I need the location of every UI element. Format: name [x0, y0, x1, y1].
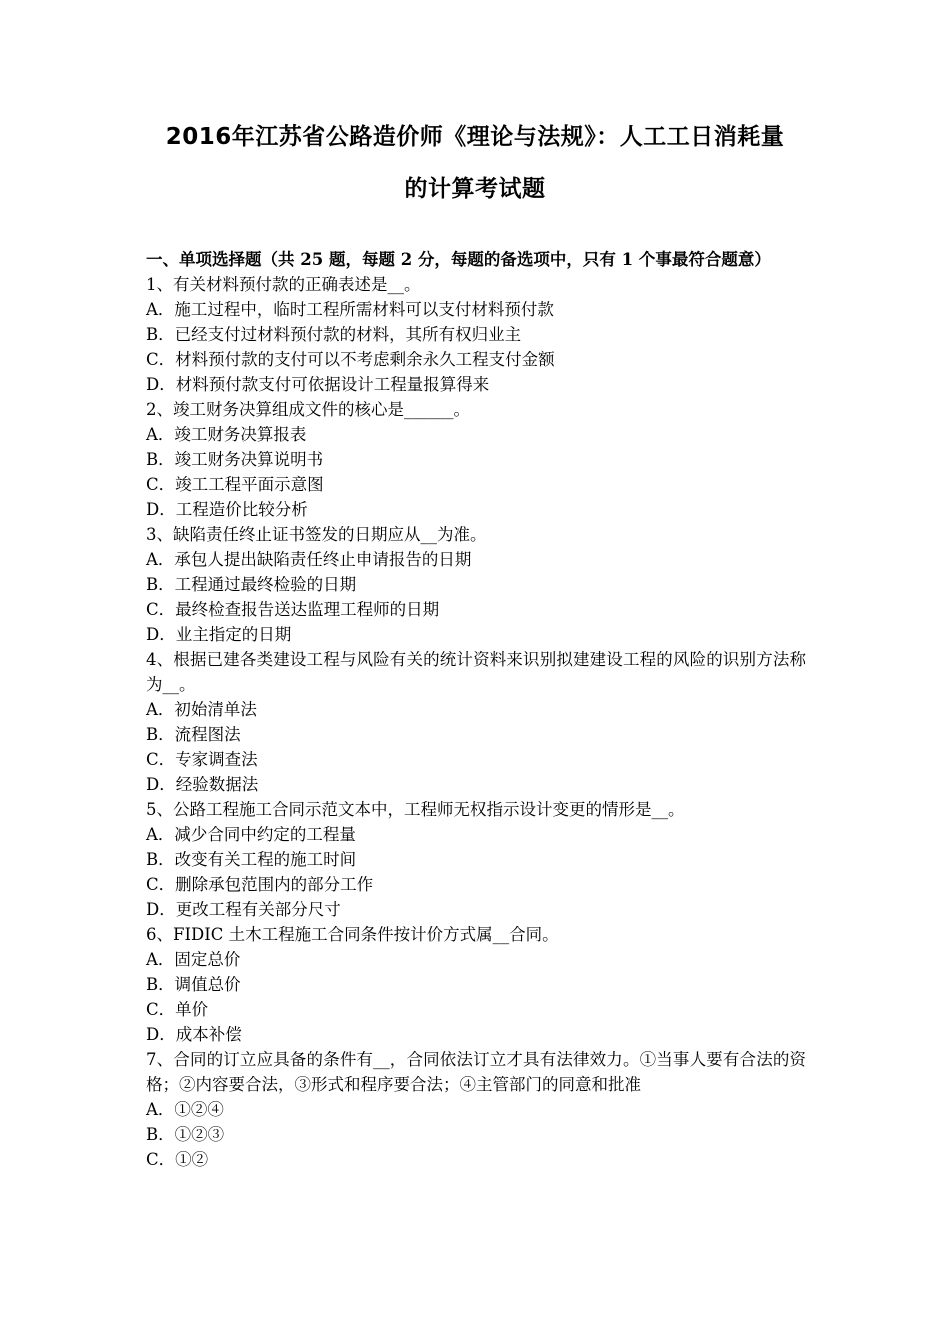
question-text: 7、合同的订立应具备的条件有__，合同依法订立才具有法律效力。①当事人要有合法的资格；②内容要合法，③形式和程序要合法；④主管部门的同意和批准	[146, 1050, 806, 1094]
option-a: A．固定总价	[146, 950, 241, 969]
option-d: D．工程造价比较分析	[146, 500, 308, 519]
question-3	[146, 522, 806, 647]
document-title-line-2: 的计算考试题	[404, 176, 546, 202]
option-a: A．竣工财务决算报表	[146, 425, 307, 444]
question-text: 5、公路工程施工合同示范文本中，工程师无权指示设计变更的情形是__。	[146, 800, 685, 819]
option-b: B．改变有关工程的施工时间	[146, 850, 357, 869]
option-b: B．调值总价	[146, 975, 241, 994]
option-d: D．业主指定的日期	[146, 625, 292, 644]
option-a: A．减少合同中约定的工程量	[146, 825, 356, 844]
option-c: C．删除承包范围内的部分工作	[146, 875, 374, 894]
option-c: C．单价	[146, 1000, 209, 1019]
option-a: A．①②④	[146, 1100, 224, 1119]
question-5	[146, 797, 806, 922]
section-heading: 一、单项选择题（共 25 题，每题 2 分，每题的备选项中，只有 1 个事最符合题意）	[146, 250, 771, 269]
option-d: D．更改工程有关部分尺寸	[146, 900, 341, 919]
question-text: 4、根据已建各类建设工程与风险有关的统计资料来识别拟建建设工程的风险的识别方法称为__。	[146, 650, 806, 694]
option-b: B．已经支付过材料预付款的材料，其所有权归业主	[146, 325, 522, 344]
option-d: D．成本补偿	[146, 1025, 242, 1044]
option-c: C．材料预付款的支付可以不考虑剩余永久工程支付金额	[146, 350, 555, 369]
question-4	[146, 647, 806, 797]
document-body	[146, 247, 806, 1172]
question-1	[146, 272, 806, 397]
option-d: D．经验数据法	[146, 775, 259, 794]
question-text: 6、FIDIC 土木工程施工合同条件按计价方式属__合同。	[146, 925, 559, 944]
option-a: A．初始清单法	[146, 700, 257, 719]
option-b: B．竣工财务决算说明书	[146, 450, 324, 469]
option-c: C．①②	[146, 1150, 209, 1169]
option-a: A．承包人提出缺陷责任终止申请报告的日期	[146, 550, 472, 569]
option-d: D．材料预付款支付可依据设计工程量报算得来	[146, 375, 490, 394]
option-c: C．竣工工程平面示意图	[146, 475, 324, 494]
document-title-line-1: 2016年江苏省公路造价师《理论与法规》：人工工日消耗量	[165, 124, 785, 150]
question-text: 2、竣工财务决算组成文件的核心是______。	[146, 400, 470, 419]
option-b: B．流程图法	[146, 725, 241, 744]
question-6	[146, 922, 806, 1047]
option-c: C．最终检查报告送达监理工程师的日期	[146, 600, 440, 619]
question-2	[146, 397, 806, 522]
question-text: 1、有关材料预付款的正确表述是__。	[146, 275, 421, 294]
question-7	[146, 1047, 806, 1172]
option-c: C．专家调查法	[146, 750, 258, 769]
option-b: B．工程通过最终检验的日期	[146, 575, 357, 594]
question-text: 3、缺陷责任终止证书签发的日期应从__为准。	[146, 525, 487, 544]
option-b: B．①②③	[146, 1125, 225, 1144]
option-a: A．施工过程中，临时工程所需材料可以支付材料预付款	[146, 300, 554, 319]
